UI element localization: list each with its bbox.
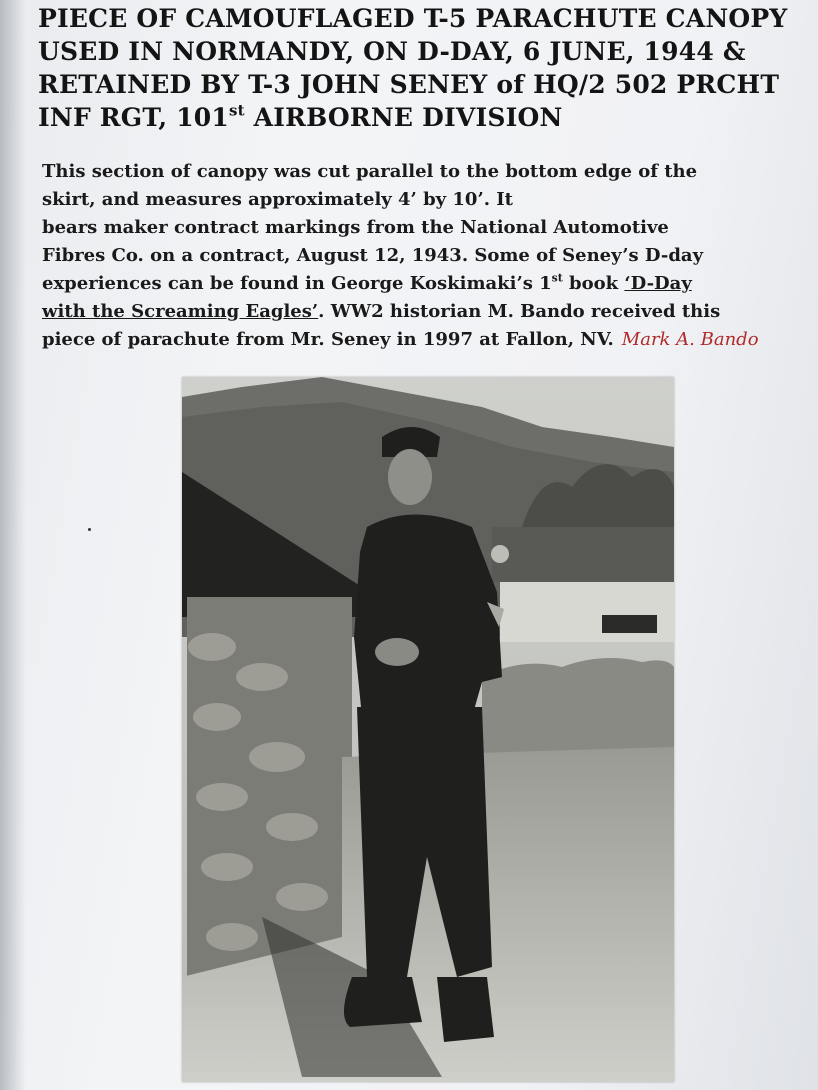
body-line-1: This section of canopy was cut parallel to the bottom edge of the — [42, 161, 698, 182]
heading-line-4-end: AIRBORNE DIVISION — [244, 103, 563, 132]
body-line-7-text: piece of parachute from Mr. Seney in 1997 at Fallon, NV. — [42, 329, 614, 350]
body-line-6-end: . WW2 historian M. Bando received this — [318, 301, 721, 322]
photo-illustration — [182, 377, 674, 1082]
body-ordinal-suffix: st — [551, 271, 563, 285]
paper-speck — [88, 528, 91, 531]
heading-line-1: PIECE OF CAMOUFLAGED T-5 PARACHUTE CANOPY — [38, 4, 788, 33]
body-line-3: bears maker contract markings from the National Automotive — [42, 217, 669, 238]
soldier-photograph — [182, 377, 674, 1082]
heading-line-2: USED IN NORMANDY, ON D-DAY, 6 JUNE, 1944 & — [38, 37, 746, 66]
heading-line-4 — [38, 101, 818, 134]
body-line-5-mid: book — [562, 273, 625, 294]
document-heading — [38, 2, 818, 134]
heading-line-3: RETAINED BY T-3 JOHN SENEY of HQ/2 502 PRCHT — [38, 70, 780, 99]
book-title-start: ‘D-Day — [624, 273, 692, 294]
page-edge-shadow — [0, 0, 26, 1090]
heading-line-4-start: INF RGT, 101 — [38, 103, 229, 132]
description-paragraph — [42, 158, 818, 354]
body-line-7 — [42, 326, 818, 354]
body-line-5-start: experiences can be found in George Koskimaki’s 1 — [42, 273, 552, 294]
body-line-6 — [42, 298, 818, 326]
body-line-5 — [42, 270, 818, 298]
handwritten-signature: Mark A. Bando — [621, 329, 759, 350]
body-line-2: skirt, and measures approximately 4’ by 10’. It — [42, 189, 513, 210]
body-line-4: Fibres Co. on a contract, August 12, 1943. Some of Seney’s D-day — [42, 245, 704, 266]
heading-ordinal-suffix: st — [228, 101, 245, 120]
book-title-end: with the Screaming Eagles’ — [42, 301, 319, 322]
